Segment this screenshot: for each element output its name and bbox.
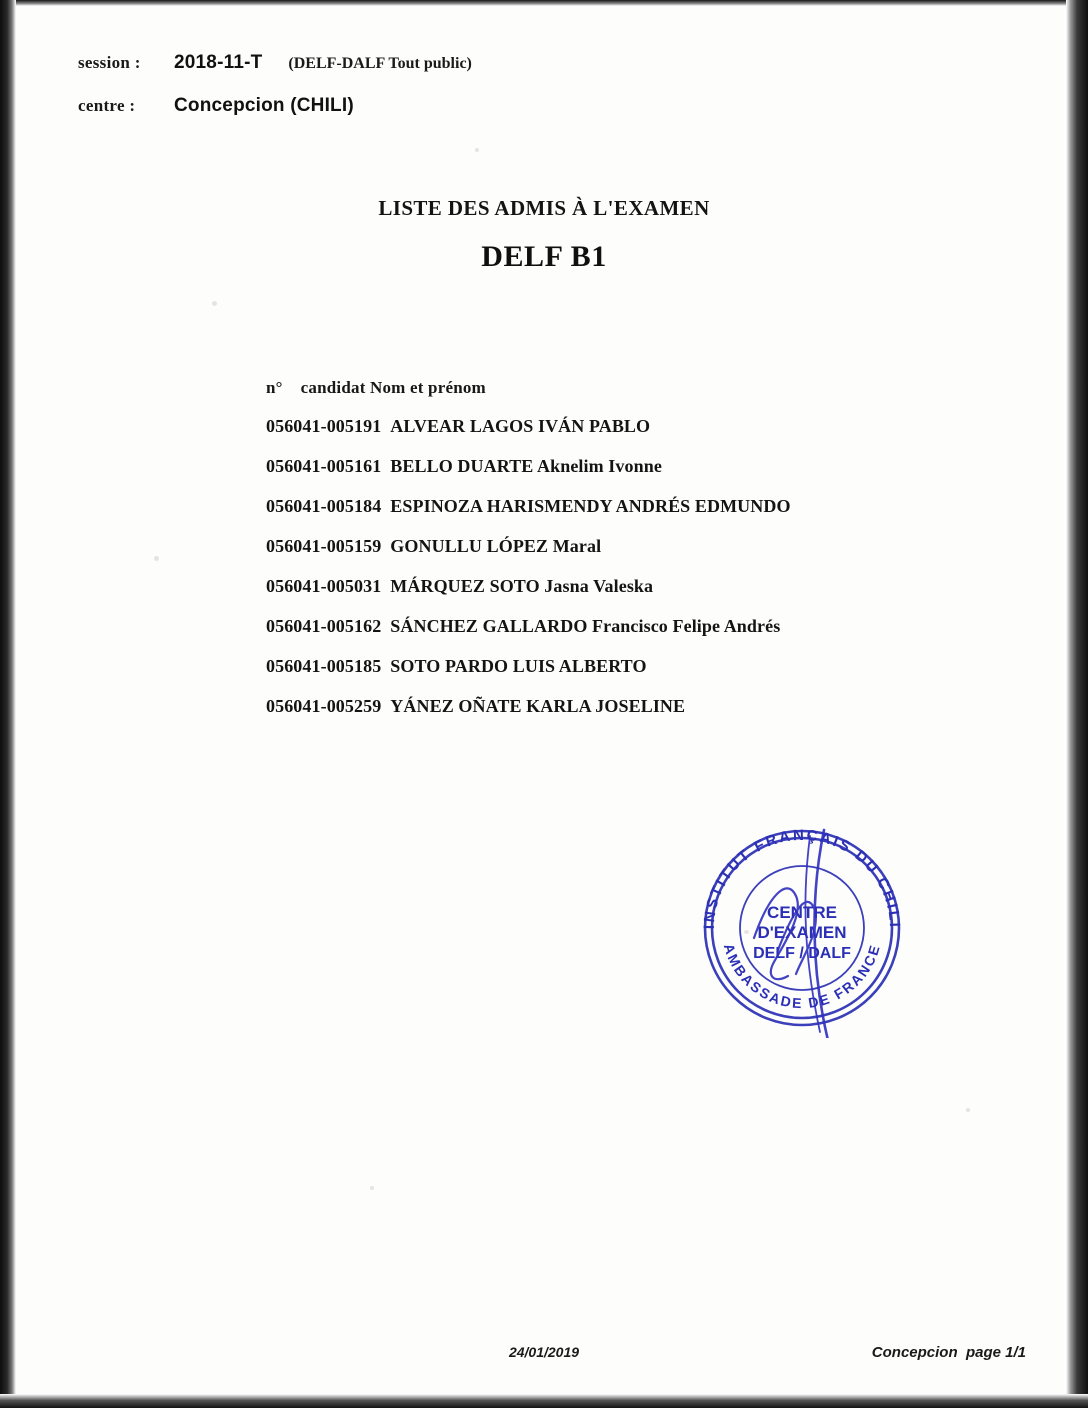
exam-level-title: DELF B1 <box>481 240 607 273</box>
candidate-number: 056041-005161 <box>266 456 382 476</box>
svg-text:D'EXAMEN: D'EXAMEN <box>757 923 847 942</box>
footer-date: 24/01/2019 <box>508 1344 580 1360</box>
candidate-number: 056041-005191 <box>266 416 382 436</box>
candidate-number: 056041-005259 <box>266 696 382 716</box>
candidate-name: BELLO DUARTE Aknelim Ivonne <box>390 456 662 476</box>
scan-speck <box>370 1186 374 1190</box>
candidate-name: ALVEAR LAGOS IVÁN PABLO <box>390 416 651 436</box>
scan-edge-bottom <box>0 1394 1088 1408</box>
candidate-name: YÁNEZ OÑATE KARLA JOSELINE <box>390 696 686 716</box>
page-title: LISTE DES ADMIS À L'EXAMEN <box>378 196 710 220</box>
centre-value: Concepcion (CHILI) <box>174 95 354 116</box>
session-row <box>78 52 472 74</box>
list-item <box>266 616 966 637</box>
candidate-name: MÁRQUEZ SOTO Jasna Valeska <box>390 576 654 596</box>
svg-text:AMBASSADE DE FRANCE: AMBASSADE DE FRANCE <box>720 941 884 1012</box>
list-item <box>266 496 966 517</box>
candidate-number: 056041-005031 <box>266 576 382 596</box>
candidate-number: 056041-005184 <box>266 496 382 516</box>
footer-centre: Concepcion <box>871 1344 958 1361</box>
scan-edge-top <box>0 0 1088 6</box>
svg-text:INSTITUT FRANÇAIS DU CHILI: INSTITUT FRANÇAIS DU CHILI <box>700 826 904 930</box>
column-header-number: n° <box>266 378 283 397</box>
column-header-name: candidat Nom et prénom <box>300 378 486 397</box>
footer-page: page 1/1 <box>965 1344 1026 1361</box>
footer-centre-page <box>872 1344 1026 1361</box>
session-note: (DELF-DALF Tout public) <box>288 55 472 72</box>
list-column-headers <box>266 378 966 398</box>
scan-speck <box>154 556 159 561</box>
list-item <box>266 656 966 677</box>
svg-text:DELF / DALF: DELF / DALF <box>753 945 851 962</box>
official-stamp <box>692 818 912 1038</box>
candidate-name: ESPINOZA HARISMENDY ANDRÉS EDMUNDO <box>390 496 791 516</box>
candidate-name: GONULLU LÓPEZ Maral <box>390 536 602 556</box>
list-item <box>266 416 966 437</box>
session-value: 2018-11-T <box>174 52 263 73</box>
scan-speck <box>212 301 217 306</box>
candidate-number: 056041-005162 <box>266 616 382 636</box>
candidate-number: 056041-005185 <box>266 656 382 676</box>
list-item <box>266 536 966 557</box>
centre-label: centre : <box>78 96 136 115</box>
session-label: session : <box>78 53 141 72</box>
scan-speck <box>966 1108 970 1112</box>
svg-text:CENTRE: CENTRE <box>767 903 837 922</box>
list-item <box>266 576 966 597</box>
list-item <box>266 696 966 717</box>
centre-row <box>78 95 354 117</box>
candidate-name: SOTO PARDO LUIS ALBERTO <box>390 656 647 676</box>
candidate-number: 056041-005159 <box>266 536 382 556</box>
scan-speck <box>475 148 479 152</box>
list-item <box>266 456 966 477</box>
candidate-name: SÁNCHEZ GALLARDO Francisco Felipe Andrés <box>390 616 781 636</box>
candidate-list <box>266 378 966 736</box>
